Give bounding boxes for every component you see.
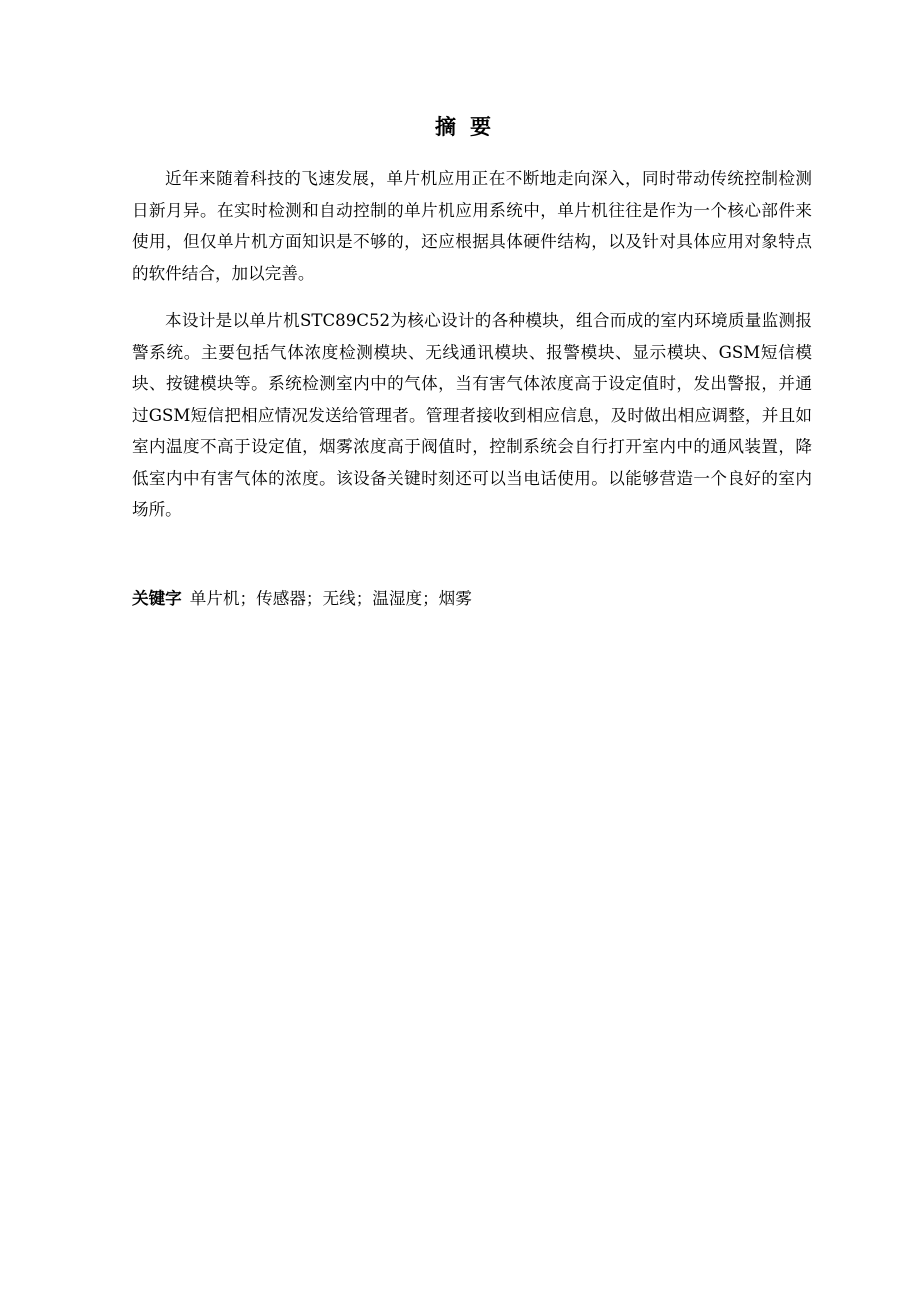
abstract-title: 摘要 bbox=[435, 115, 505, 139]
abstract-paragraph-1: 近年来随着科技的飞速发展，单片机应用正在不断地走向深入，同时带动传统控制检测日新月异。在实时检测和自动控制的单片机应用系统中，单片机往往是作为一个核心部件来使用，但仅单片机方面知识是不够的，还应根据具体硬件结构，以及针对具体应用对象特点的软件结合，加以完善。 bbox=[132, 169, 812, 283]
keywords-label: 关键字 bbox=[132, 589, 182, 608]
keywords-list: 单片机；传感器；无线；温湿度；烟雾 bbox=[189, 589, 472, 608]
abstract-paragraph-2: 本设计是以单片机STC89C52为核心设计的各种模块，组合而成的室内环境质量监测报警系统。主要包括气体浓度检测模块、无线通讯模块、报警模块、显示模块、GSM短信模块、按键模块等。系统检测室内中的气体，当有害气体浓度高于设定值时，发出警报，并通过GSM短信把相应情况发送给管理者。管理者接收到相应信息，及时做出相应调整，并且如室内温度不高于设定值，烟雾浓度高于阀值时，控制系统会自行打开室内中的通风装置，降低室内中有害气体的浓度。该设备关键时刻还可以当电话使用。以能够营造一个良好的室内场所。 bbox=[132, 311, 812, 519]
keywords-line bbox=[132, 583, 812, 615]
